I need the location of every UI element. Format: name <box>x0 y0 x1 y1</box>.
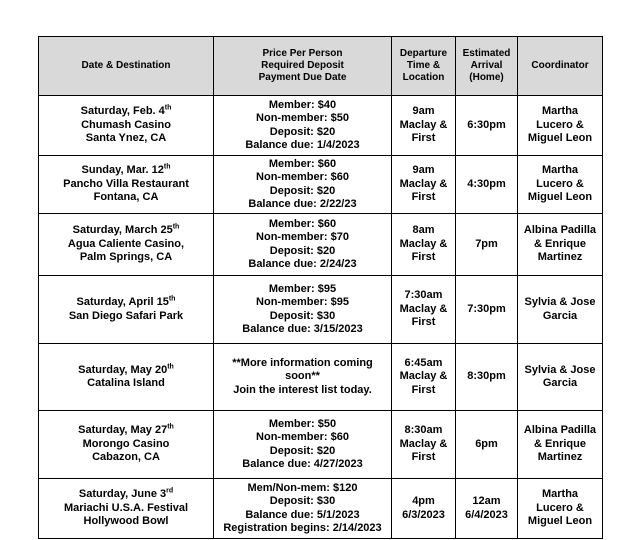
date-destination-cell: Saturday, March 25th Agua Caliente Casino, Palm Springs, CA <box>39 214 214 276</box>
departure-cell: 9am Maclay & First <box>392 156 456 214</box>
header-departure: Departure Time & Location <box>392 37 456 96</box>
header-coordinator: Coordinator <box>518 37 603 96</box>
arrival-cell: 6pm <box>456 411 518 479</box>
departure-cell: 8am Maclay & First <box>392 214 456 276</box>
header-arrival: Estimated Arrival (Home) <box>456 37 518 96</box>
arrival-cell: 7:30pm <box>456 276 518 344</box>
table-row <box>39 214 603 276</box>
arrival-cell: 4:30pm <box>456 156 518 214</box>
price-cell: **More information coming soon** Join the interest list today. <box>214 344 392 411</box>
date-destination-cell: Saturday, May 27th Morongo Casino Cabazon, CA <box>39 411 214 479</box>
header-date-destination: Date & Destination <box>39 37 214 96</box>
table-row <box>39 411 603 479</box>
arrival-cell: 8:30pm <box>456 344 518 411</box>
coordinator-cell: Albina Padilla & Enrique Martinez <box>518 411 603 479</box>
header-row <box>39 37 603 96</box>
table-row <box>39 479 603 539</box>
departure-cell: 7:30am Maclay & First <box>392 276 456 344</box>
date-destination-cell: Saturday, Feb. 4th Chumash Casino Santa Ynez, CA <box>39 96 214 156</box>
table-row <box>39 156 603 214</box>
date-destination-cell: Saturday, June 3rd Mariachi U.S.A. Festival Hollywood Bowl <box>39 479 214 539</box>
departure-cell: 8:30am Maclay & First <box>392 411 456 479</box>
coordinator-cell: Martha Lucero & Miguel Leon <box>518 96 603 156</box>
price-cell: Member: $95 Non-member: $95 Deposit: $30 Balance due: 3/15/2023 <box>214 276 392 344</box>
price-cell: Member: $50 Non-member: $60 Deposit: $20 Balance due: 4/27/2023 <box>214 411 392 479</box>
coordinator-cell: Sylvia & Jose Garcia <box>518 344 603 411</box>
trips-table <box>38 36 603 539</box>
date-destination-cell: Sunday, Mar. 12th Pancho Villa Restaurant Fontana, CA <box>39 156 214 214</box>
price-cell: Mem/Non-mem: $120 Deposit: $30 Balance due: 5/1/2023 Registration begins: 2/14/2023 <box>214 479 392 539</box>
coordinator-cell: Albina Padilla & Enrique Martinez <box>518 214 603 276</box>
departure-cell: 6:45am Maclay & First <box>392 344 456 411</box>
table-row <box>39 276 603 344</box>
departure-cell: 4pm 6/3/2023 <box>392 479 456 539</box>
coordinator-cell: Martha Lucero & Miguel Leon <box>518 479 603 539</box>
arrival-cell: 7pm <box>456 214 518 276</box>
price-cell: Member: $60 Non-member: $70 Deposit: $20 Balance due: 2/24/23 <box>214 214 392 276</box>
date-destination-cell: Saturday, May 20th Catalina Island <box>39 344 214 411</box>
coordinator-cell: Martha Lucero & Miguel Leon <box>518 156 603 214</box>
price-cell: Member: $40 Non-member: $50 Deposit: $20 Balance due: 1/4/2023 <box>214 96 392 156</box>
header-price: Price Per Person Required Deposit Payment Due Date <box>214 37 392 96</box>
departure-cell: 9am Maclay & First <box>392 96 456 156</box>
arrival-cell: 6:30pm <box>456 96 518 156</box>
date-destination-cell: Saturday, April 15th San Diego Safari Park <box>39 276 214 344</box>
price-cell: Member: $60 Non-member: $60 Deposit: $20 Balance due: 2/22/23 <box>214 156 392 214</box>
arrival-cell: 12am 6/4/2023 <box>456 479 518 539</box>
coordinator-cell: Sylvia & Jose Garcia <box>518 276 603 344</box>
table-row <box>39 96 603 156</box>
table-row <box>39 344 603 411</box>
